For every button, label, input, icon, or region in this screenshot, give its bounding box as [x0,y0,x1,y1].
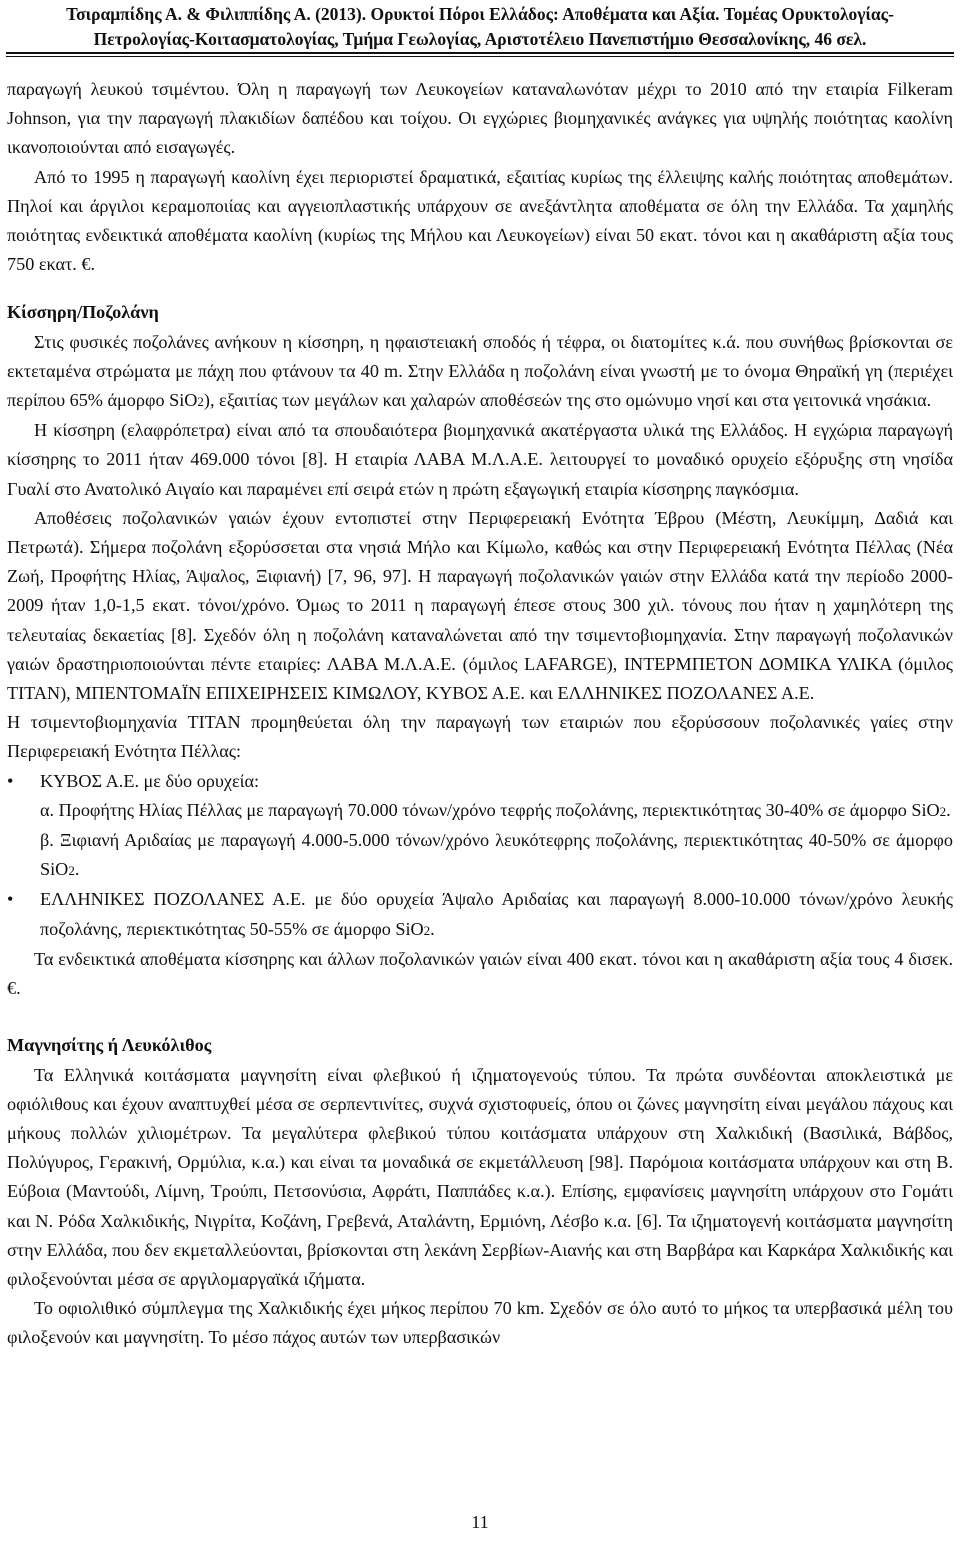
pozzolan-paragraph-4: Η τσιμεντοβιομηχανία TITAN προμηθεύεται όλη την παραγωγή των εταιριών που εξορύσσουν ποζολανικές γαίες στην Περιφερειακή Ενότητα Πέλλας: [7,712,953,762]
subitem-a-text: α. Προφήτης Ηλίας Πέλλας με παραγωγή 70.000 τόνων/χρόνο τεφρής ποζολάνης, περιεκτικότητας 30-40% σε άμορφο SiO [40,799,940,820]
page-number: 11 [471,1512,489,1532]
kaolin-paragraph-1: παραγωγή λευκού τσιμέντου. Όλη η παραγωγή των Λευκογείων καταναλωνόταν μέχρι το 2010 από την εταιρία Filkeram Johnson, για την παραγωγή πλακιδίων δαπέδου και τοίχου. Οι εγχώριες βιομηχανικές ανάγκες για υψηλής ποιότητας καολίνη ικανοποιούνται από εισαγωγές. [7,79,953,158]
header-divider-thick [6,52,954,54]
magnesite-paragraph-2: Το οφιολιθικό σύμπλεγμα της Χαλκιδικής έχει μήκος περίπου 70 km. Σχεδόν σε όλο αυτό το μήκος τα υπερβασικά μέλη του φιλοξενούν και μαγνησίτη. Το μέσο πάχος αυτών των υπερβασικών [7,1298,953,1348]
pozzolan-p1-text-b: ), εξαιτίας των μεγάλων και χαλαρών αποθέσεών της στο ομώνυμο νησί και στα γειτονικά νησάκια. [203,390,932,411]
header-citation-line-1: Τσιραμπίδης Α. & Φιλιππίδης Α. (2013). Ορυκτοί Πόροι Ελλάδος: Αποθέματα και Αξία. Τομέας Ορυκτολογίας- [66,4,894,24]
spacer [7,279,953,298]
period: . [74,859,80,880]
period: . [946,799,951,820]
list-item-ellinikes-text [40,885,953,944]
section-title-pozzolan: Κίσσηρη/Ποζολάνη [7,302,159,323]
subscript-2: 2 [939,803,947,819]
section-title-magnesite: Μαγνησίτης ή Λευκόλιθος [7,1035,212,1056]
pozzolan-paragraph-1 [7,328,953,417]
bullet-icon: • [7,770,14,791]
subscript-2: 2 [197,394,204,410]
pozzolan-paragraph-2: Η κίσσηρη (ελαφρόπετρα) είναι από τα σπουδαιότερα βιομηχανικά ακατέργαστα υλικά της Ελλάδος. Η εγχώρια παραγωγή κίσσηρης το 2011 ήταν 469.000 τόνοι [8]. Η εταιρία ΛΑΒΑ Μ.Λ.Α.Ε. λειτουργεί το μοναδικό ορυχείο εξόρυξης στη νησίδα Γυαλί στο Ανατολικό Αιγαίο και παραμένει επί σειρά ετών η πρώτη εξαγωγική εταιρία κίσσηρης παγκόσμια. [7,420,953,499]
pozzolan-paragraph-3: Αποθέσεις ποζολανικών γαιών έχουν εντοπιστεί στην Περιφερειακή Ενότητα Έβρου (Μέστη, Λευκίμμη, Δαδιά και Πετρωτά). Σήμερα ποζολάνη εξορύσσεται στα νησιά Μήλο και Κίμωλο, καθώς και στην Περιφερειακή Ενότητα Πέλλας (Νέα Ζωή, Προφήτης Ηλίας, Άψαλος, Ξιφιανή) [7, 96, 97]. Η παραγωγή ποζολανικών γαιών στην Ελλάδα κατά την περίοδο 2000-2009 ήταν 1,0-1,5 εκατ. τόνοι/χρόνο. Όμως το 2011 η παραγωγή έπεσε στους 300 χιλ. τόνους που ήταν η χαμηλότερη της τελευταίας δεκαετίας [8]. Σχεδόν όλη η ποζολάνη καταναλώνεται από την τσιμεντοβιομηχανία. Στην παραγωγή ποζολανικών γαιών δραστηριοποιούνται πέντε εταιρίες: ΛΑΒΑ Μ.Λ.Α.Ε. (όμιλος LAFARGE), ΙΝΤΕΡΜΠΕΤΟΝ ΔΟΜΙΚΑ ΥΛΙΚΑ (όμιλος TITAN), ΜΠΕΝΤΟΜΑΪΝ ΕΠΙΧΕΙΡΗΣΕΙΣ ΚΙΜΩΛΟΥ, ΚΥΒΟΣ Α.Ε. και ΕΛΛΗΝΙΚΕΣ ΠΟΖΟΛΑΝΕΣ Α.Ε. [7,507,953,704]
subscript-2: 2 [68,863,75,879]
list-item-kyvos [7,767,953,886]
item-2-text: ΕΛΛΗΝΙΚΕΣ ΠΟΖΟΛΑΝΕΣ Α.Ε. με δύο ορυχεία Άψαλο Αριδαίας και παραγωγή 8.000-10.000 τόνων/χρόνο λευκής ποζολάνης, περιεκτικότητας 50-55% σε άμορφο SiO [40,889,953,939]
header-divider-thin [6,56,954,57]
subscript-2: 2 [423,922,431,938]
list-item-ellinikes-pozolanes [7,885,953,944]
list-subitem-a [40,796,953,826]
header-citation-line-2: Πετρολογίας-Κοιτασματολογίας, Τμήμα Γεωλογίας, Αριστοτέλειο Πανεπιστήμιο Θεσσαλονίκης, 46 σελ. [93,29,867,49]
page-body [7,75,953,1353]
magnesite-paragraph-1: Τα Ελληνικά κοιτάσματα μαγνησίτη είναι φλεβικού ή ιζηματογενούς τύπου. Τα πρώτα συνδέονται αποκλειστικά με οφιόλιθους και έχουν αναπτυχθεί μέσα σε σερπεντινίτες, συχνά σχιστοφυείς, όπου οι ζώνες μαγνησίτη είναι μεγάλου πάχους και μήκους πολλών χιλιομέτρων. Τα μεγαλύτερα φλεβικού τύπου κοιτάσματα υπάρχουν στη Χαλκιδική (Βασιλικά, Βάβδος, Πολύγυρος, Γερακινή, Ορμύλια, κ.α.) και είναι τα μοναδικά σε εκμετάλλευση [98]. Παρόμοια κοιτάσματα υπάρχουν και στη Β. Εύβοια (Μαντούδι, Λίμνη, Τρούπι, Πετσονύσια, Αφράτι, Παππάδες κ.α.). Επίσης, εμφανίσεις μαγνησίτη υπάρχουν στο Γομάτι και Ν. Ρόδα Χαλκιδικής, Νιγρίτα, Κοζάνη, Γρεβενά, Αταλάντη, Ερμιόνη, Λέσβο κ.α. [6]. Τα ιζηματογενή κοιτάσματα μαγνησίτη στην Ελλάδα, που δεν εκμεταλλεύονται, βρίσκονται στη λεκάνη Σερβίων-Αιανής και στη Βαρβάρα και Καρκάρα Χαλκιδικής και φιλοξενούνται μέσα σε αργιλομαργαϊκά ιζήματα. [7,1064,953,1289]
list-item-kyvos-title: ΚΥΒΟΣ Α.Ε. με δύο ορυχεία: [40,770,260,791]
subitem-b-text: β. Ξιφιανή Αριδαίας με παραγωγή 4.000-5.000 τόνων/χρόνο λευκότεφρης ποζολάνης, περιεκτικότητας 40-50% σε άμορφο SiO [40,830,953,880]
producer-list [7,767,953,945]
kaolin-paragraph-2: Από το 1995 η παραγωγή καολίνη έχει περιοριστεί δραματικά, εξαιτίας κυρίως της έλλειψης καλής ποιότητας αποθεμάτων. Πηλοί και άργιλοι κεραμοποιίας και αγγειοπλαστικής υπάρχουν σε ανεξάντλητα αποθέματα σε όλη την Ελλάδα. Τα χαμηλής ποιότητας ενδεικτικά αποθέματα καολίνη (κυρίως της Μήλου και Λευκογείων) είναι 50 εκατ. τόνοι και η ακαθάριστη αξία τους 750 εκατ. €. [7,166,953,275]
list-subitem-b [40,826,953,885]
period: . [430,918,435,939]
pozzolan-paragraph-5: Τα ενδεικτικά αποθέματα κίσσηρης και άλλων ποζολανικών γαιών είναι 400 εκατ. τόνοι και η ακαθάριστη αξία τους 4 δισεκ. €. [7,948,953,999]
spacer [7,1003,953,1031]
bullet-icon: • [7,889,14,910]
pozzolan-p1-text-a: Στις φυσικές ποζολάνες ανήκουν η κίσσηρη, η ηφαιστειακή σποδός ή τέφρα, οι διατομίτες κ.ά. που συνήθως βρίσκονται σε εκτεταμένα στρώματα με πάχη που φτάνουν τα 40 m. Στην Ελλάδα η ποζολάνη είναι γνωστή με το όνομα Θηραϊκή γη (περιέχει περίπου 65% άμορφο SiO [7,331,953,411]
page-header [0,2,960,52]
